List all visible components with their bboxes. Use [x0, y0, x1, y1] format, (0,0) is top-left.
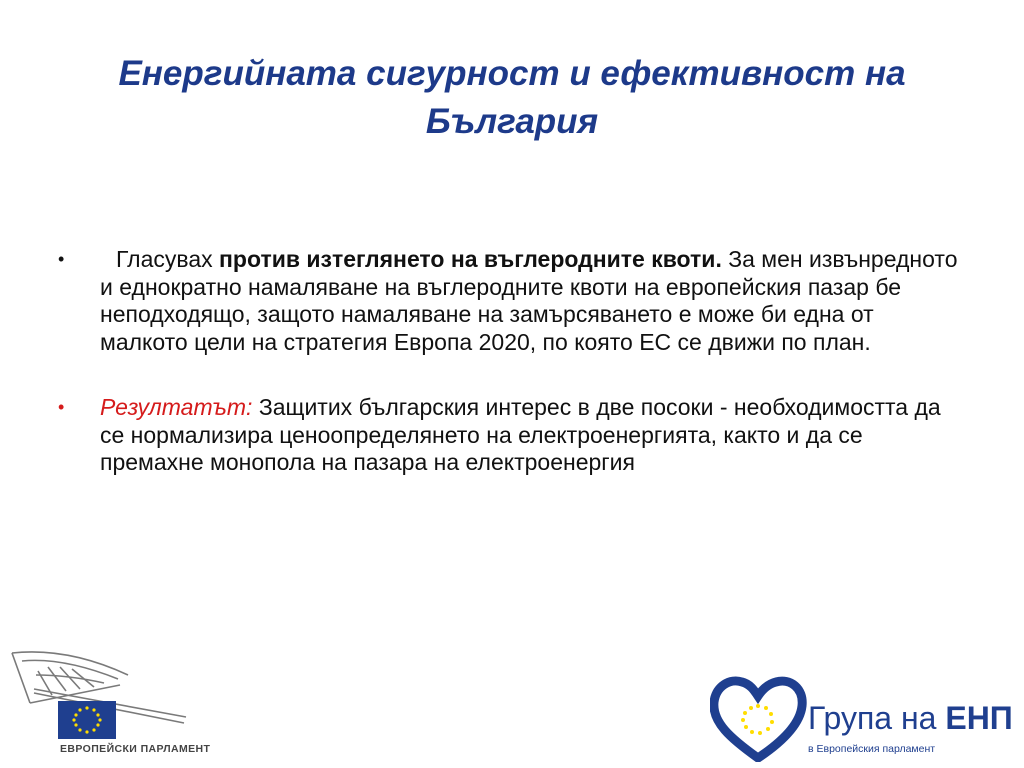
bullet-bold-text: против изтеглянето на въглеродните квоти.	[219, 246, 722, 272]
bullet-lead-text: Гласувах	[116, 246, 213, 272]
bullet-body-text: За мен извънредното и еднократно намаляване на въглеродните квоти на европейския пазар бе неподходящо, защото намаляване на замърсяването е може би една от малкото цели на стратегия Европа 2020, по която ЕС се движи по план.	[100, 246, 958, 355]
bullet-list	[58, 246, 958, 515]
epp-group-subtitle: в Европейския парламент	[808, 743, 936, 755]
bullet-body-text: Защитих българския интерес в две посоки - необходимостта да се нормализира ценоопределянето на електроенергията, както и да се премахне монопола на пазара на електроенергия	[100, 394, 941, 475]
epp-group-prefix: Група на	[808, 700, 946, 736]
bullet-item-result	[58, 394, 958, 477]
bullet-marker: •	[58, 249, 65, 269]
european-parliament-caption: ЕВРОПЕЙСКИ ПАРЛАМЕНТ	[60, 743, 211, 755]
epp-group-acronym: ЕНП	[945, 700, 1013, 736]
bullet-item-vote	[58, 246, 958, 356]
slide-title: Енергийната сигурност и ефективност на България	[118, 54, 906, 141]
result-label: Резултатът:	[100, 394, 253, 420]
epp-group-name	[808, 700, 1013, 737]
bullet-marker: •	[58, 397, 65, 417]
